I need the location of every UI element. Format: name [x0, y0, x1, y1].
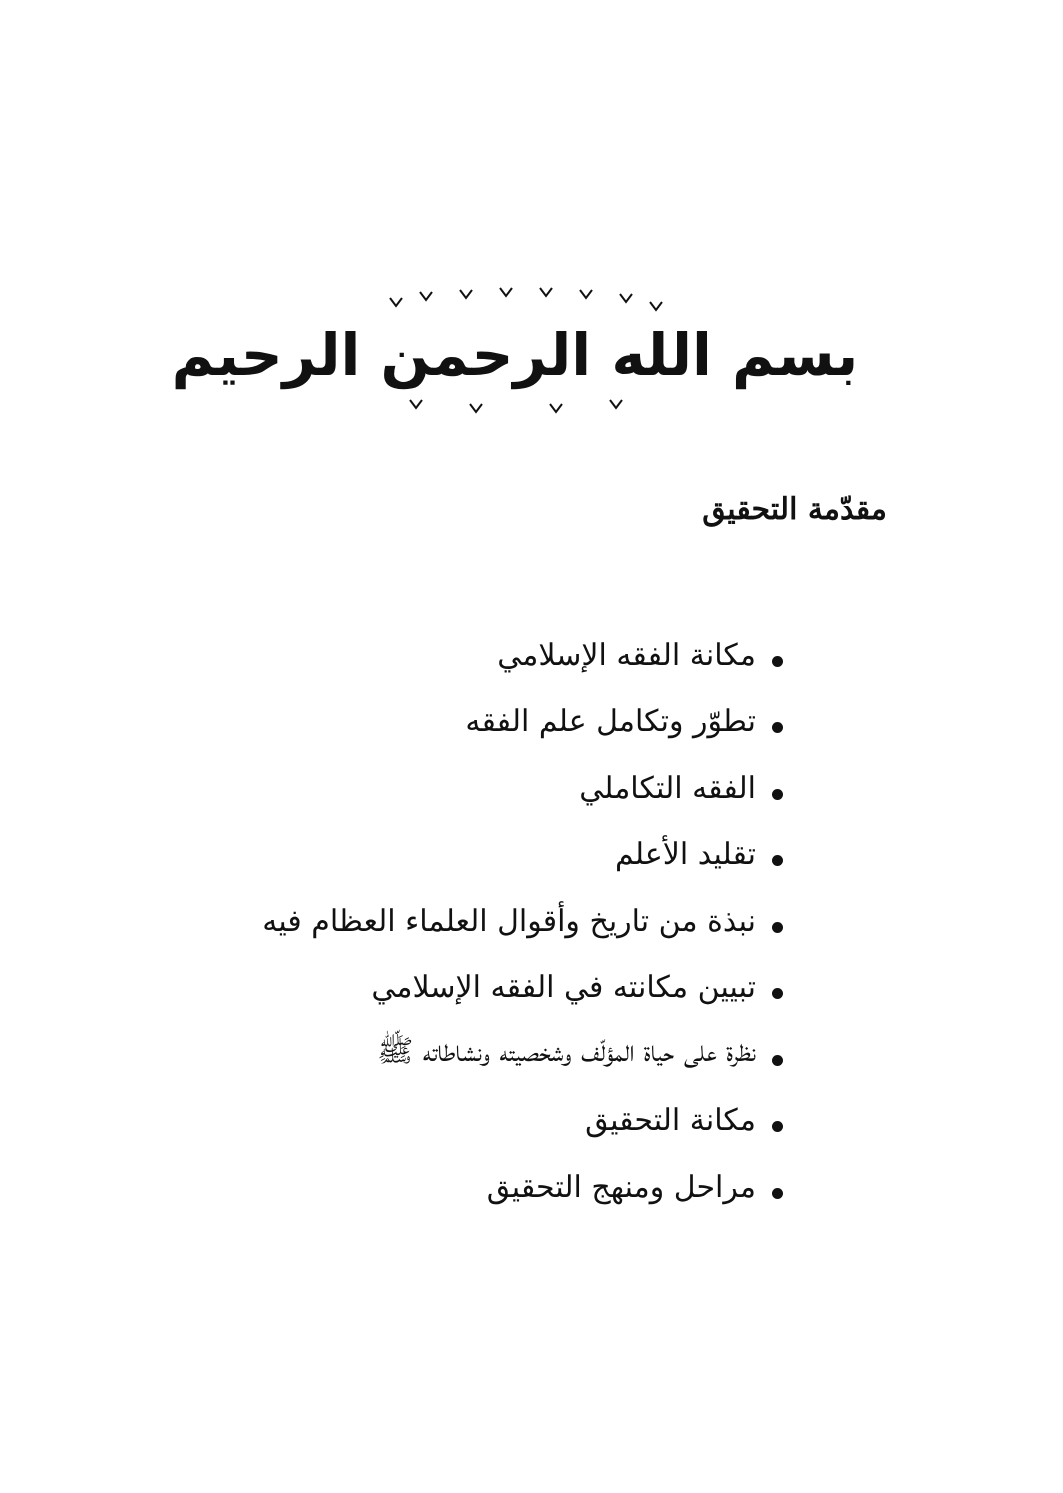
bullet-icon	[772, 1188, 783, 1199]
toc-item	[262, 622, 783, 689]
basmala-calligraphy	[171, 280, 859, 420]
toc-item	[262, 888, 783, 955]
bullet-icon	[772, 1121, 783, 1132]
toc-item-label: نبذة من تاريخ وأقوال العلماء العظام فيه	[262, 903, 756, 939]
basmala-text: بسم الله الرحمن الرحيم	[171, 321, 859, 389]
toc-item-label: مكانة الفقه الإسلامي	[497, 637, 756, 673]
toc-item	[262, 689, 783, 756]
bullet-icon	[772, 789, 783, 800]
bullet-icon	[772, 988, 783, 999]
toc-item	[262, 755, 783, 822]
section-title: مقدّمة التحقيق	[702, 492, 887, 527]
bullet-icon	[772, 922, 783, 933]
bullet-icon	[772, 656, 783, 667]
toc-item	[262, 1088, 783, 1155]
toc-item-label: مراحل ومنهج التحقيق	[486, 1169, 756, 1205]
basmala-calligraphy-graphic	[171, 280, 859, 420]
toc-item-label: مكانة التحقيق	[585, 1103, 756, 1139]
toc-item	[262, 1154, 783, 1221]
toc-item-label: تبيين مكانته في الفقه الإسلامي	[371, 970, 756, 1006]
toc-item	[262, 822, 783, 889]
toc-item-label: تقليد الأعلم	[614, 837, 756, 873]
bullet-icon	[772, 855, 783, 866]
bullet-icon	[772, 1055, 783, 1066]
bullet-icon	[772, 722, 783, 733]
toc-item-label: نظرة على حياة المؤلّف وشخصيته ونشاطاته ﷺ	[377, 1033, 756, 1069]
toc-item-label: تطوّر وتكامل علم الفقه	[465, 704, 756, 740]
table-of-contents	[262, 622, 783, 1221]
toc-item	[262, 955, 783, 1022]
toc-item	[262, 1021, 783, 1088]
toc-item-label: الفقه التكاملي	[579, 770, 756, 806]
